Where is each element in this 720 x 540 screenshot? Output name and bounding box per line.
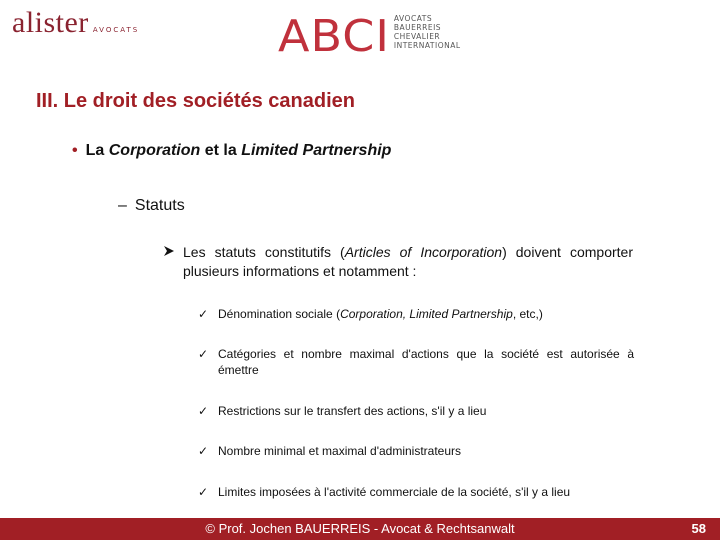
check-item-text: Limites imposées à l'activité commerciale de la société, s'il y a lieu [218,485,571,499]
abci-logo-lines [394,14,461,50]
check-item-text: Catégories et nombre maximal d'actions que la société est autorisée à émettre [218,347,634,377]
alister-logo-sub: AVOCATS [92,26,140,34]
check-item-text: Nombre minimal et maximal d'administrateurs [218,444,462,458]
alister-logo [12,6,139,40]
bullet-level1 [72,142,391,160]
check-item-text: Restrictions sur le transfert des actions, s'il y a lieu [218,404,487,418]
abci-logo-line: AVOCATS [393,14,433,23]
check-item [198,403,634,419]
abci-logo-line: CHEVALIER [393,32,441,41]
bullet-dot-icon: • [72,142,78,159]
bullet1-part2: Corporation [108,142,201,159]
abci-logo [278,8,461,64]
check-item-text [218,306,543,322]
dash-icon: – [118,197,127,214]
check-text-b: Corporation, Limited Partnership [340,307,513,321]
check-item [198,484,634,500]
arrow-bullet-icon [163,243,183,281]
alister-logo-word: alister [12,6,89,39]
check-icon: ✓ [198,307,209,321]
check-icon: ✓ [198,404,209,418]
abci-logo-line: BAUERREIS [393,23,442,32]
check-item [198,346,634,378]
check-item [198,443,634,459]
check-text-c: , etc,) [512,307,543,321]
abci-logo-mark: ABCI [278,10,390,62]
bullet3-part3: ) doivent comporter plusieurs informations et notamment : [183,244,633,279]
check-icon: ✓ [198,485,209,499]
check-text-a: Dénomination sociale ( [218,307,341,321]
check-icon: ✓ [198,347,209,361]
bullet2-text: Statuts [134,197,185,214]
bullet-level3 [163,243,633,281]
bullet3-part2: Articles of Incorporation [344,244,503,260]
footer-text: © Prof. Jochen BAUERREIS - Avocat & Rechtsanwalt [205,521,515,536]
bullet1-part1: La [85,142,109,159]
bullet3-part1: Les statuts constitutifs ( [183,244,345,260]
bullet-level2 [118,197,185,215]
page-number: 58 [691,521,706,536]
bullet3-text [183,243,633,281]
check-icon: ✓ [198,444,209,458]
bullet1-part3: et la [200,142,242,159]
footer-bar [0,518,720,540]
slide-title: III. Le droit des sociétés canadien [36,90,355,112]
bullet1-part4: Limited Partnership [241,142,392,159]
check-item [198,306,634,322]
abci-logo-line: INTERNATIONAL [393,41,461,50]
